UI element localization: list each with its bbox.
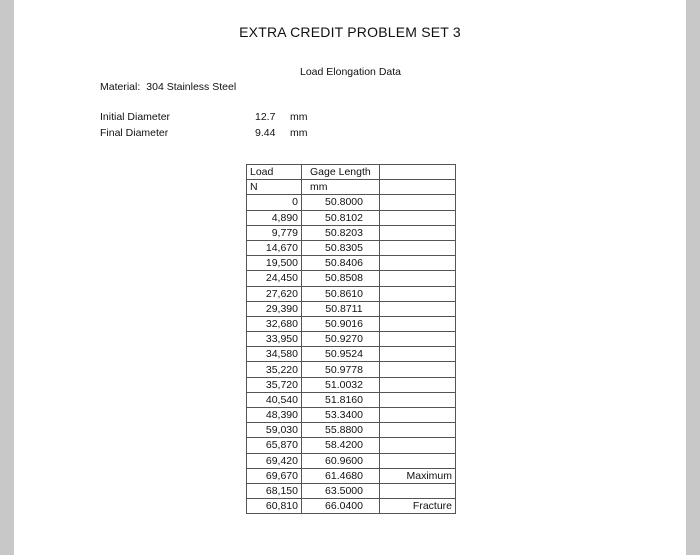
note-cell: [380, 210, 456, 225]
gage-length-cell: 50.9778: [302, 362, 380, 377]
gage-length-cell: 50.8000: [302, 195, 380, 210]
note-cell: [380, 423, 456, 438]
gage-length-cell: 50.8406: [302, 256, 380, 271]
gage-length-cell: 50.9270: [302, 332, 380, 347]
table-row: [247, 468, 456, 483]
data-subtitle: Load Elongation Data: [300, 66, 401, 78]
final-diameter-label: Final Diameter: [100, 127, 169, 139]
note-cell: [380, 377, 456, 392]
table-row: [247, 408, 456, 423]
table-row: [247, 499, 456, 514]
table-row: [247, 362, 456, 377]
load-cell: 60,810: [247, 499, 302, 514]
note-cell: [380, 453, 456, 468]
note-cell: [380, 286, 456, 301]
gage-length-cell: 50.9016: [302, 316, 380, 331]
gage-length-cell: 61.4680: [302, 468, 380, 483]
load-cell: 0: [247, 195, 302, 210]
table-row: [247, 438, 456, 453]
gage-length-cell: 58.4200: [302, 438, 380, 453]
table-row: [247, 377, 456, 392]
table-row: [247, 271, 456, 286]
note-cell: [380, 240, 456, 255]
table-row: [247, 195, 456, 210]
load-cell: 9,779: [247, 225, 302, 240]
table-row: [247, 210, 456, 225]
load-cell: 69,420: [247, 453, 302, 468]
table-row: [247, 332, 456, 347]
initial-diameter-unit: mm: [290, 111, 308, 123]
gage-length-cell: 50.8203: [302, 225, 380, 240]
table-row: [247, 301, 456, 316]
note-cell: [380, 483, 456, 498]
load-cell: 40,540: [247, 392, 302, 407]
right-margin-bar: [686, 0, 700, 555]
note-cell: [380, 195, 456, 210]
gage-length-cell: 60.9600: [302, 453, 380, 468]
final-diameter-value: 9.44: [255, 127, 276, 139]
gage-length-cell: 50.8508: [302, 271, 380, 286]
header-note: [380, 165, 456, 180]
gage-length-cell: 66.0400: [302, 499, 380, 514]
note-cell: [380, 347, 456, 362]
note-cell: Maximum: [380, 468, 456, 483]
final-diameter-unit: mm: [290, 127, 308, 139]
load-cell: 29,390: [247, 301, 302, 316]
gage-length-cell: 50.8102: [302, 210, 380, 225]
load-cell: 19,500: [247, 256, 302, 271]
load-cell: 35,220: [247, 362, 302, 377]
table-row: [247, 240, 456, 255]
gage-length-cell: 50.8305: [302, 240, 380, 255]
note-cell: [380, 225, 456, 240]
unit-gage-length: mm: [302, 180, 380, 195]
table-row: [247, 316, 456, 331]
gage-length-cell: 55.8800: [302, 423, 380, 438]
note-cell: [380, 256, 456, 271]
header-gage-length: Gage Length: [302, 165, 380, 180]
note-cell: Fracture: [380, 499, 456, 514]
load-cell: 33,950: [247, 332, 302, 347]
load-cell: 4,890: [247, 210, 302, 225]
load-cell: 48,390: [247, 408, 302, 423]
load-cell: 27,620: [247, 286, 302, 301]
note-cell: [380, 362, 456, 377]
note-cell: [380, 271, 456, 286]
initial-diameter-label: Initial Diameter: [100, 111, 171, 123]
left-margin-bar: [0, 0, 14, 555]
note-cell: [380, 332, 456, 347]
load-cell: 24,450: [247, 271, 302, 286]
load-cell: 59,030: [247, 423, 302, 438]
table-row: [247, 347, 456, 362]
gage-length-cell: 63.5000: [302, 483, 380, 498]
gage-length-cell: 51.8160: [302, 392, 380, 407]
load-cell: 14,670: [247, 240, 302, 255]
gage-length-cell: 53.3400: [302, 408, 380, 423]
table-row: [247, 392, 456, 407]
header-load: Load: [247, 165, 302, 180]
note-cell: [380, 392, 456, 407]
note-cell: [380, 408, 456, 423]
material-label: Material:: [100, 81, 141, 93]
note-cell: [380, 301, 456, 316]
table-row: [247, 453, 456, 468]
gage-length-cell: 50.9524: [302, 347, 380, 362]
table-unit-row: [247, 180, 456, 195]
unit-note: [380, 180, 456, 195]
load-cell: 68,150: [247, 483, 302, 498]
note-cell: [380, 316, 456, 331]
load-cell: 65,870: [247, 438, 302, 453]
material-value: 304 Stainless Steel: [146, 81, 237, 93]
gage-length-cell: 51.0032: [302, 377, 380, 392]
load-cell: 32,680: [247, 316, 302, 331]
load-elongation-table: [246, 164, 456, 514]
note-cell: [380, 438, 456, 453]
material-line: [100, 81, 236, 93]
unit-load: N: [247, 180, 302, 195]
load-cell: 69,670: [247, 468, 302, 483]
table-row: [247, 423, 456, 438]
page-title: EXTRA CREDIT PROBLEM SET 3: [239, 24, 461, 40]
table-header-row: [247, 165, 456, 180]
gage-length-cell: 50.8711: [302, 301, 380, 316]
table-row: [247, 286, 456, 301]
gage-length-cell: 50.8610: [302, 286, 380, 301]
load-cell: 35,720: [247, 377, 302, 392]
load-cell: 34,580: [247, 347, 302, 362]
initial-diameter-value: 12.7: [255, 111, 276, 123]
table-row: [247, 256, 456, 271]
table-row: [247, 483, 456, 498]
table-row: [247, 225, 456, 240]
